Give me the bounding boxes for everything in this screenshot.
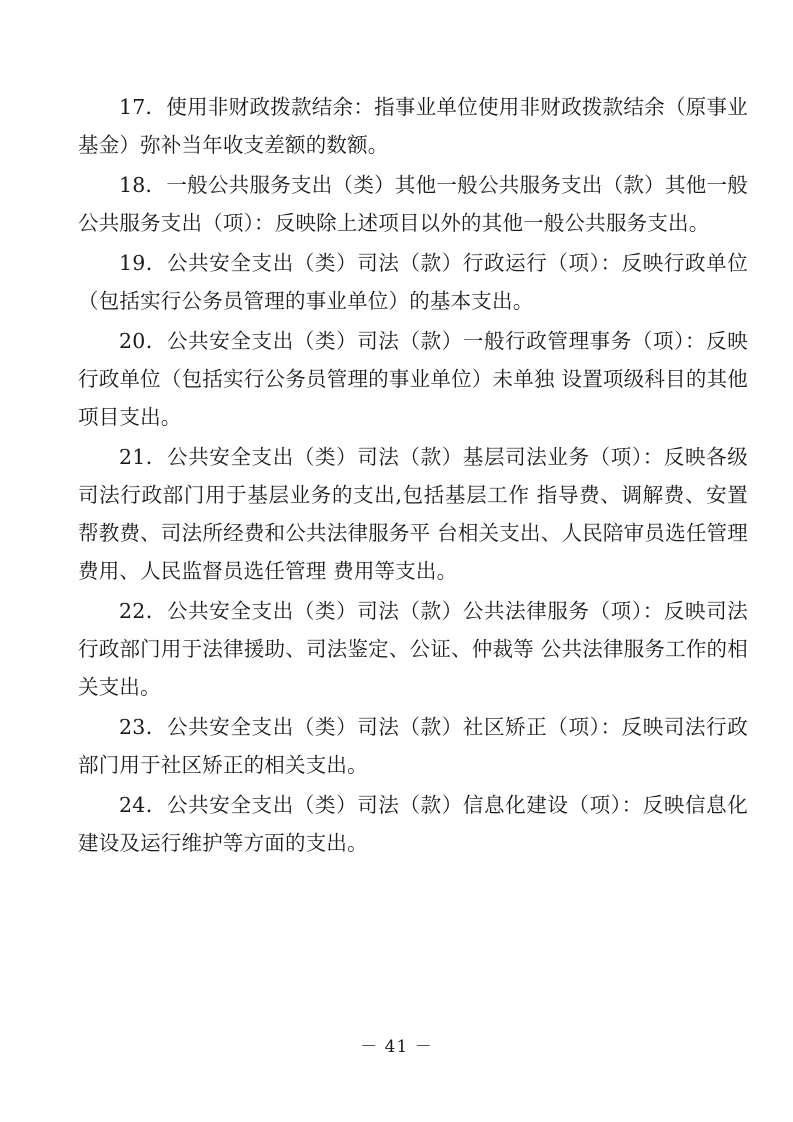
paragraph: 17．使用非财政拨款结余：指事业单位使用非财政拨款结余（原事业基金）弥补当年收支差额的数额。 — [78, 95, 748, 157]
paragraph: 21．公共安全支出（类）司法（款）基层司法业务（项）：反映各级司法行政部门用于基层业务的支出,包括基层工作 指导费、调解费、安置帮教费、司法所经费和公共法律服务平 台相关支出、人民陪审员选任管理费用、人民监督员选任管理 费用等支出。 — [78, 445, 748, 583]
paragraph: 18．一般公共服务支出（类）其他一般公共服务支出（款）其他一般公共服务支出（项）：反映除上述项目以外的其他一般公共服务支出。 — [78, 173, 748, 235]
paragraph: 22．公共安全支出（类）司法（款）公共法律服务（项）：反映司法行政部门用于法律援助、司法鉴定、公证、仲裁等 公共法律服务工作的相关支出。 — [78, 599, 748, 699]
paragraph: 19．公共安全支出（类）司法（款）行政运行（项）：反映行政单位（包括实行公务员管理的事业单位）的基本支出。 — [78, 251, 748, 313]
page-number: － 41 － — [360, 1037, 433, 1057]
paragraph: 23．公共安全支出（类）司法（款）社区矫正（项）：反映司法行政部门用于社区矫正的相关支出。 — [78, 715, 748, 777]
paragraph: 24．公共安全支出（类）司法（款）信息化建设（项）：反映信息化建设及运行维护等方面的支出。 — [78, 793, 748, 855]
document-body — [78, 88, 748, 864]
paragraph: 20．公共安全支出（类）司法（款）一般行政管理事务（项）：反映行政单位（包括实行公务员管理的事业单位）未单独 设置项级科目的其他项目支出。 — [78, 329, 748, 429]
